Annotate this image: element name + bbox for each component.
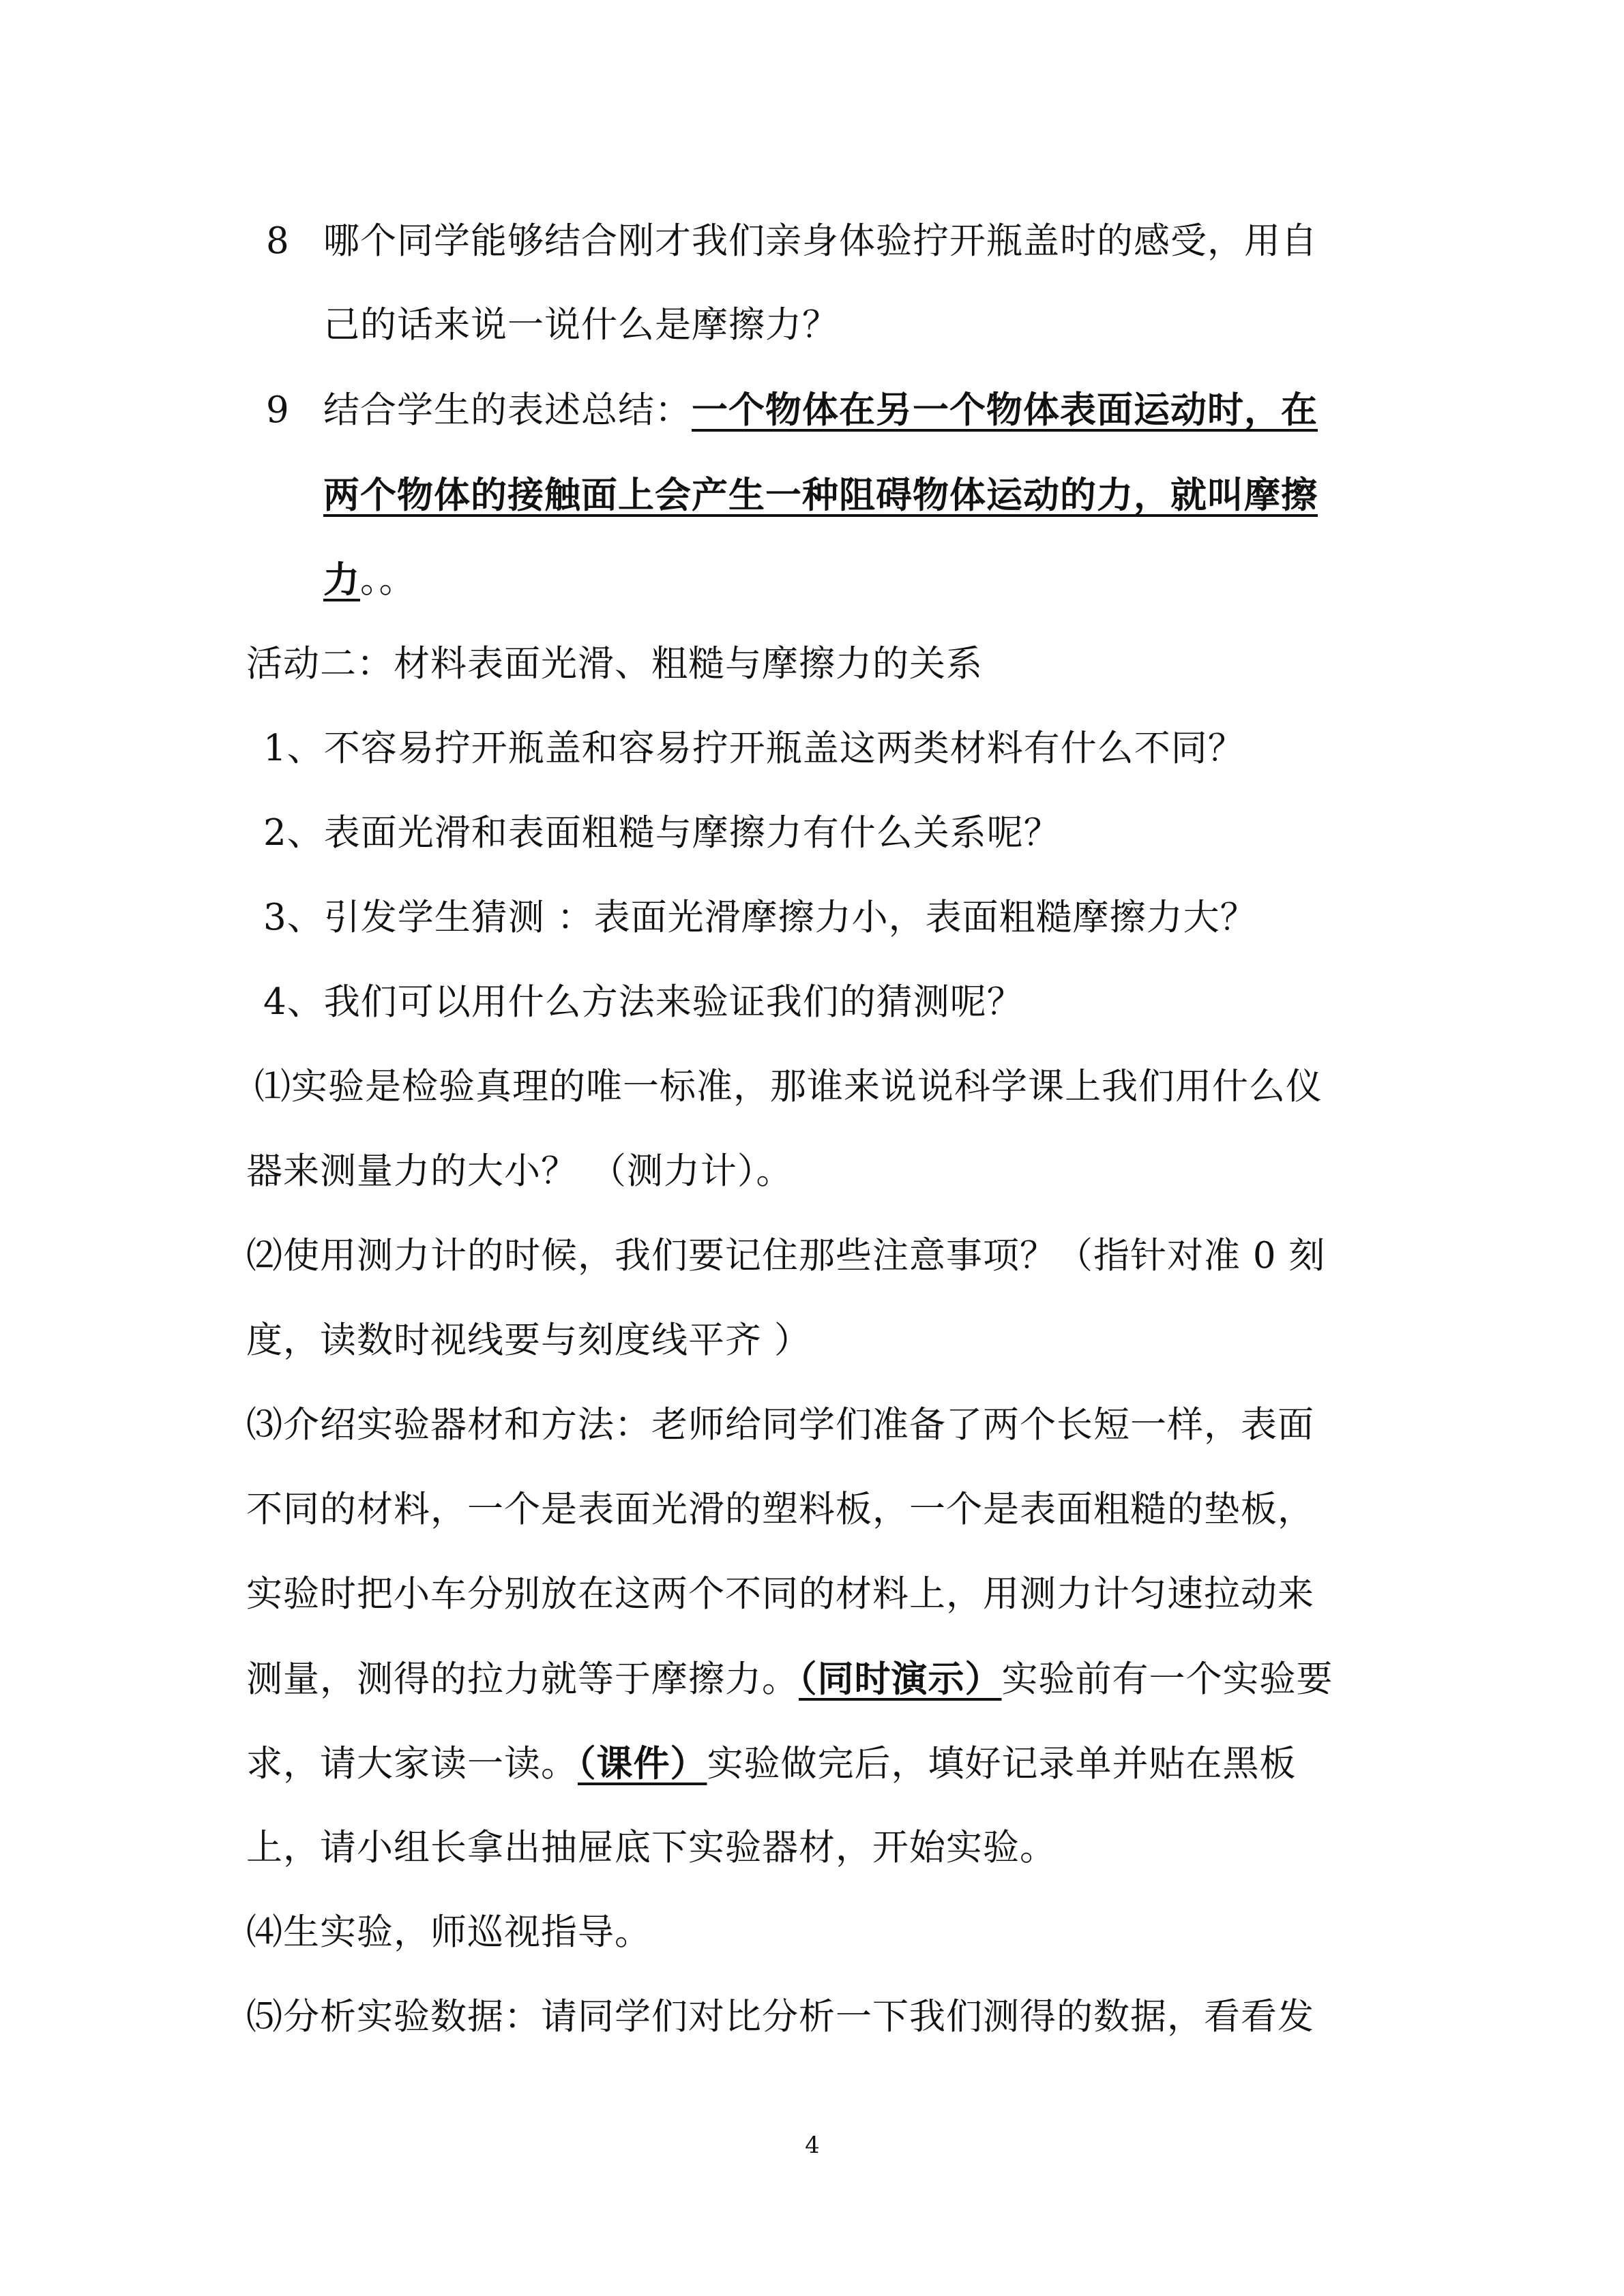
step-3-line-3: 实验时把小车分别放在这两个不同的材料上，用测力计匀速拉动来 <box>246 1573 1314 1615</box>
step-1-line-2: 器来测量力的大小？ （测力计）。 <box>246 1150 793 1192</box>
friction-definition: 力 <box>323 558 360 601</box>
friction-definition: 一个物体在另一个物体表面运动时，在 <box>692 389 1318 431</box>
step-5: ⑸分析实验数据：请同学们对比分析一下我们测得的数据，看看发 <box>246 1996 1314 2038</box>
page-number: 4 <box>805 2132 820 2159</box>
step-1-line-1: ⑴实验是检验真理的唯一标准，那谁来说说科学课上我们用什么仪 <box>254 1066 1323 1107</box>
item-9-line-2 <box>323 473 1318 518</box>
demo-note: （同时演示） <box>799 1658 1002 1700</box>
step-3-line-2: 不同的材料，一个是表面光滑的塑料板，一个是表面粗糙的垫板， <box>246 1489 1314 1530</box>
step-3-line-5 <box>246 1742 1297 1786</box>
question-3: 3、引发学生猜测 ：表面光滑摩擦力小，表面粗糙摩擦力大？ <box>263 897 1257 938</box>
step-2-line-1: ⑵使用测力计的时候，我们要记住那些注意事项？（指针对准 0 刻 <box>246 1235 1326 1277</box>
step-3-line-4 <box>246 1657 1333 1701</box>
item-8-line-1 <box>266 220 1318 263</box>
friction-definition: 两个物体的接触面上会产生一种阻碍物体运动的力，就叫摩擦 <box>323 474 1318 516</box>
step-text: 求，请大家读一读。 <box>246 1743 578 1785</box>
activity-2-heading: 活动二：材料表面光滑、粗糙与摩擦力的关系 <box>246 643 983 685</box>
step-text: 测量，测得的拉力就等于摩擦力。 <box>246 1658 799 1700</box>
item-text: 结合学生的表述总结： <box>323 389 692 431</box>
item-9-line-1 <box>266 388 1318 432</box>
item-text: 。。 <box>360 559 416 601</box>
item-9-line-3 <box>323 558 416 602</box>
question-4: 4、我们可以用什么方法来验证我们的猜测呢？ <box>263 981 1024 1023</box>
step-text: 实验做完后，填好记录单并贴在黑板 <box>707 1743 1297 1785</box>
item-number: 9 <box>266 389 290 431</box>
courseware-note: （课件） <box>578 1742 707 1785</box>
step-3-line-1: ⑶介绍实验器材和方法：老师给同学们准备了两个长短一样，表面 <box>246 1404 1314 1446</box>
item-text: 哪个同学能够结合刚才我们亲身体验拧开瓶盖时的感受，用自 <box>323 220 1318 262</box>
item-8-line-2 <box>323 303 839 347</box>
question-2: 2、表面光滑和表面粗糙与摩擦力有什么关系呢？ <box>263 812 1061 854</box>
item-text: 己的话来说一说什么是摩擦力？ <box>323 304 839 346</box>
step-3-line-6: 上，请小组长拿出抽屉底下实验器材，开始实验。 <box>246 1827 1057 1868</box>
step-text: 实验前有一个实验要 <box>1001 1658 1333 1700</box>
item-number: 8 <box>266 220 290 262</box>
step-2-line-2: 度，读数时视线要与刻度线平齐 ） <box>246 1320 811 1361</box>
step-4: ⑷生实验，师巡视指导。 <box>246 1911 651 1953</box>
question-1: 1、不容易拧开瓶盖和容易拧开瓶盖这两类材料有什么不同？ <box>263 728 1245 769</box>
